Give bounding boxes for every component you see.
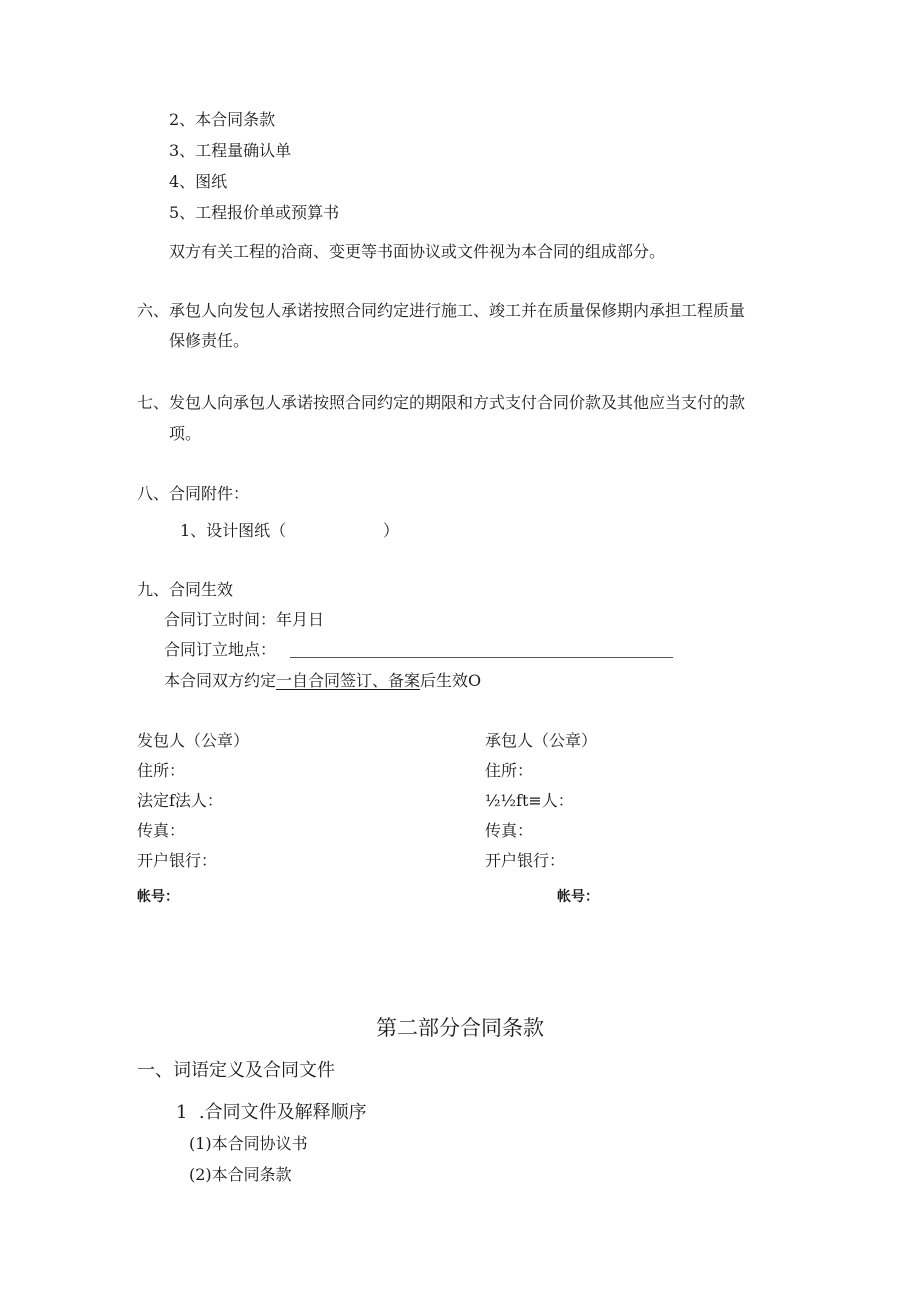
list-item-quotation: 5、工程报价单或预算书: [169, 203, 340, 222]
attachment-drawings-suffix: ）: [383, 521, 400, 540]
signing-place-label: 合同订立地点：: [164, 640, 277, 659]
clause-6-line-1: 六、承包人向发包人承诺按照合同约定进行施工、竣工并在质量保修期内承担工程质量: [137, 301, 746, 320]
document-item-agreement: (1)本合同协议书: [189, 1134, 308, 1153]
part-2-section-1: 一、词语定义及合同文件: [137, 1060, 335, 1081]
list-item-contract-terms: 2、本合同条款: [169, 110, 276, 129]
contract-documents-order: 1 .合同文件及解释顺序: [176, 1102, 367, 1123]
employer-account: 帐号：: [137, 889, 179, 905]
clause-9-heading: 九、合同生效: [137, 580, 234, 599]
clause-6-line-2: 保修责任。: [169, 331, 250, 350]
effect-condition: 一自合同签订、备案: [276, 671, 421, 690]
clause-7-line-1: 七、发包人向承包人承诺按照合同约定的期限和方式支付合同价款及其他应当支付的款: [137, 393, 746, 412]
list-item-quantity-confirmation: 3、工程量确认单: [169, 141, 292, 160]
contractor-address: 住所：: [485, 761, 534, 780]
employer-legal-rep: 法定f法人：: [137, 791, 223, 810]
clause-7-line-2: 项。: [169, 424, 202, 443]
signing-place-blank-line: [290, 657, 673, 658]
contractor-account: 帐号：: [557, 889, 599, 905]
contractor-seal: 承包人（公章）: [485, 731, 598, 750]
clause-8-heading: 八、合同附件：: [137, 484, 250, 503]
contractor-legal-rep: ½½ft≡人：: [485, 791, 574, 810]
list-item-drawings: 4、图纸: [169, 172, 228, 191]
document-item-terms: (2)本合同条款: [189, 1165, 292, 1184]
employer-fax: 传真：: [137, 821, 186, 840]
effect-suffix: 后生效O: [420, 671, 482, 690]
composition-note: 双方有关工程的洽商、变更等书面协议或文件视为本合同的组成部分。: [169, 242, 666, 261]
effect-statement: [164, 671, 481, 691]
employer-bank: 开户银行：: [137, 851, 218, 870]
employer-seal: 发包人（公章）: [137, 731, 250, 750]
employer-address: 住所：: [137, 761, 186, 780]
attachment-drawings-prefix: 1、设计图纸（: [180, 521, 287, 540]
part-2-title: 第二部分合同条款: [376, 1016, 544, 1040]
signing-time: 合同订立时间：年月日: [164, 610, 325, 629]
contractor-fax: 传真：: [485, 821, 534, 840]
effect-prefix: 本合同双方约定: [164, 671, 277, 690]
contractor-bank: 开户银行：: [485, 851, 566, 870]
